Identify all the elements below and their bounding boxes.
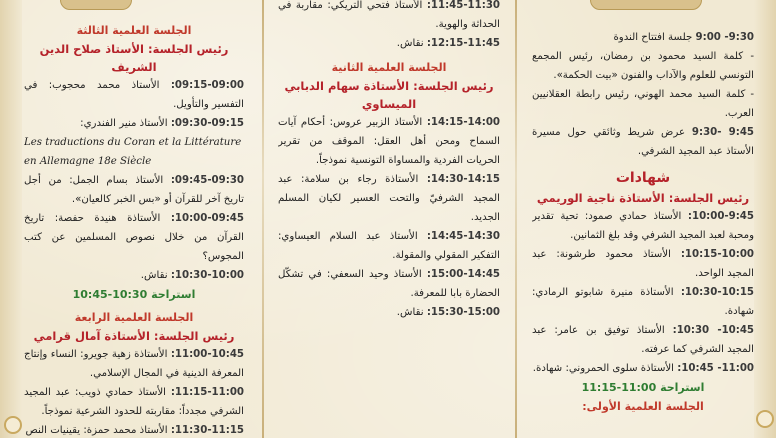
item-time: 12:15-11:45:: [426, 38, 500, 49]
session-chair: رئيس الجلسة: الأستاذة ناجية الوريمي: [536, 191, 750, 205]
item-time: 15:30-15:00:: [426, 307, 500, 318]
program-item: [24, 114, 244, 133]
item-time: 10:30-10:00:: [170, 270, 244, 281]
item-time: 14:15-14:00:: [426, 117, 500, 128]
item-text: نقاش.: [396, 38, 424, 49]
item-time: 10:15-10:00:: [680, 249, 754, 260]
column-divider: [262, 0, 264, 438]
item-text: الأستاذة منيرة شابوتو الرمادي: شهادة.: [532, 287, 754, 317]
item-text: نقاش.: [140, 270, 168, 281]
item-time: 09:45-09:30:: [170, 175, 244, 186]
item-text: الأستاذة رجاء بن سلامة: عبد المجيد الشرفيّ والتحت العسير لكيان المسلم الجديد.: [278, 174, 500, 223]
item-speaker: الأستاذ منير الفندري:: [80, 118, 168, 129]
program-item: [532, 85, 754, 123]
program-item: [532, 207, 754, 245]
item-time: 10:45- 10:30:: [672, 325, 754, 336]
program-item: [278, 227, 500, 265]
item-time: 11:15-11:00:: [170, 387, 244, 398]
item-time: 11:30-11:15:: [170, 425, 244, 436]
item-time: 11:00-10:45:: [170, 349, 244, 360]
item-text: الأستاذ توفيق بن عامر: عبد المجيد الشرفي كما عرفته.: [532, 325, 754, 355]
corner-ornament-icon: [4, 416, 22, 434]
program-item: [278, 113, 500, 170]
item-text: الأستاذ محمد محجوب: في التفسير والتأويل.: [24, 80, 244, 110]
program-item: [278, 265, 500, 303]
left-decorative-border: [0, 0, 22, 438]
program-item: [532, 47, 754, 85]
program-item: [278, 303, 500, 322]
program-item: [24, 266, 244, 285]
session-chair: رئيس الجلسة: الأستاذة آمال قرامي: [33, 329, 235, 343]
break-label: استراحة 10:30-10:45: [72, 288, 196, 301]
item-time: 09:30-09:15:: [170, 118, 244, 129]
session-title: الجلسة العلمية الأولى:: [582, 400, 704, 413]
session-title: الجلسة العلمية الثالثة: [76, 24, 192, 37]
program-column-right: [532, 0, 754, 438]
item-text: الأستاذ حمادي صمود: تحية تقدير ومحبة لعبد المجيد الشرفي وقد بلغ الثمانين.: [532, 211, 754, 241]
program-item: [532, 28, 754, 47]
program-item: [24, 76, 244, 114]
program-item: [24, 171, 244, 209]
break-label: استراحة 11:00-11:15: [581, 381, 705, 394]
item-text: عرض شريط وثائقي حول مسيرة الأستاذ عبد المجيد الشرفي.: [532, 127, 754, 157]
item-text: الأستاذ وحيد السعفي: في تشكّل الحضارة بابا للمعرفة.: [278, 269, 500, 299]
item-title-latin: Les traductions du Coran et la Littérature en Allemagne 18e Siècle: [24, 137, 242, 167]
item-text: - كلمة السيد محمود بن رمضان، رئيس المجمع التونسي للعلوم والآداب والفنون «بيت الحكمة».: [532, 51, 754, 81]
item-time: 15:00-14:45:: [426, 269, 500, 280]
program-item: [532, 245, 754, 283]
item-text: الأستاذ عبد السلام العيساوي: التفكير المقولي والمقولة.: [278, 231, 500, 261]
program-item: [24, 383, 244, 421]
item-time: 10:30-10:15:: [680, 287, 754, 298]
program-item: [532, 123, 754, 161]
item-time: 14:30-14:15:: [426, 174, 500, 185]
item-text: نقاش.: [396, 307, 424, 318]
session-title: الجلسة العلمية الثانية: [331, 61, 447, 74]
corner-ornament-icon: [756, 410, 774, 428]
item-time: 9:30- 9:00: [695, 32, 754, 43]
program-item: [278, 170, 500, 227]
program-column-middle: [278, 0, 500, 438]
session-title: الجلسة العلمية الرابعة: [74, 311, 194, 324]
item-text: الأستاذ فتحي التريكي: مقاربة في الحداثة والهوية.: [278, 0, 500, 30]
item-time: 11:00- 10:45:: [677, 363, 754, 374]
item-time: 9:45 -9:30: [691, 127, 754, 138]
item-text: جلسة افتتاح الندوة: [613, 32, 693, 43]
column-divider: [515, 0, 517, 438]
program-item: [24, 345, 244, 383]
item-text: - كلمة السيد محمد الهوني، رئيس رابطة العقلانيين العرب.: [532, 89, 754, 119]
item-time: 11:45-11:30:: [426, 0, 500, 11]
session-chair: رئيس الجلسة: الأستاذ صلاح الدين الشريف: [39, 42, 229, 74]
item-text: الأستاذة زهية جويرو: النساء وإنتاج المعرفة الدينية في المجال الإسلامي.: [24, 349, 244, 379]
program-item: [278, 0, 500, 34]
session-chair: رئيس الجلسة: الأستاذة سهام الدبابي الميساوي: [284, 79, 494, 111]
right-decorative-border: [754, 0, 776, 438]
program-item: [532, 283, 754, 321]
item-time: 14:45-14:30:: [426, 231, 500, 242]
program-item: [24, 209, 244, 266]
item-text: الأستاذ الزبير عروس: أحكام آيات السماح ومحن أهل العقل: الموقف من تقرير الحريات الفردية والمساواة التونسية نموذجاً.: [278, 117, 500, 166]
item-text: الأستاذ محمد حمزة: يقينيات النص: [25, 425, 168, 436]
item-text: الأستاذة سلوى الحمروني: شهادة.: [532, 363, 675, 374]
program-item: [24, 421, 244, 438]
item-time: 10:00-09:45:: [170, 213, 244, 224]
item-time: 09:15-09:00:: [170, 80, 244, 91]
item-text: الأستاذ بسام الجمل: من أجل تاريخ آخر للقرآن أو «بس الخبر كالعيان».: [24, 175, 244, 205]
program-item: [278, 34, 500, 53]
program-item: [532, 359, 754, 378]
item-text: الأستاذ محمود طرشونة: عبد المجيد الواحد.: [532, 249, 754, 279]
item-text: الأستاذ حمادي ذويب: عبد المجيد الشرفي مجدداً: مقاربته للحدود الشرعية نموذجاً.: [24, 387, 244, 417]
program-column-left: [24, 0, 244, 438]
program-item: [532, 321, 754, 359]
item-text: الأستاذة هنيدة حفصة: تاريخ القرآن من خلال نصوص المسلمين عن كتب المجوس؟: [24, 213, 244, 262]
item-time: 10:00-9:45:: [687, 211, 754, 222]
section-title: شهادات: [615, 170, 671, 186]
